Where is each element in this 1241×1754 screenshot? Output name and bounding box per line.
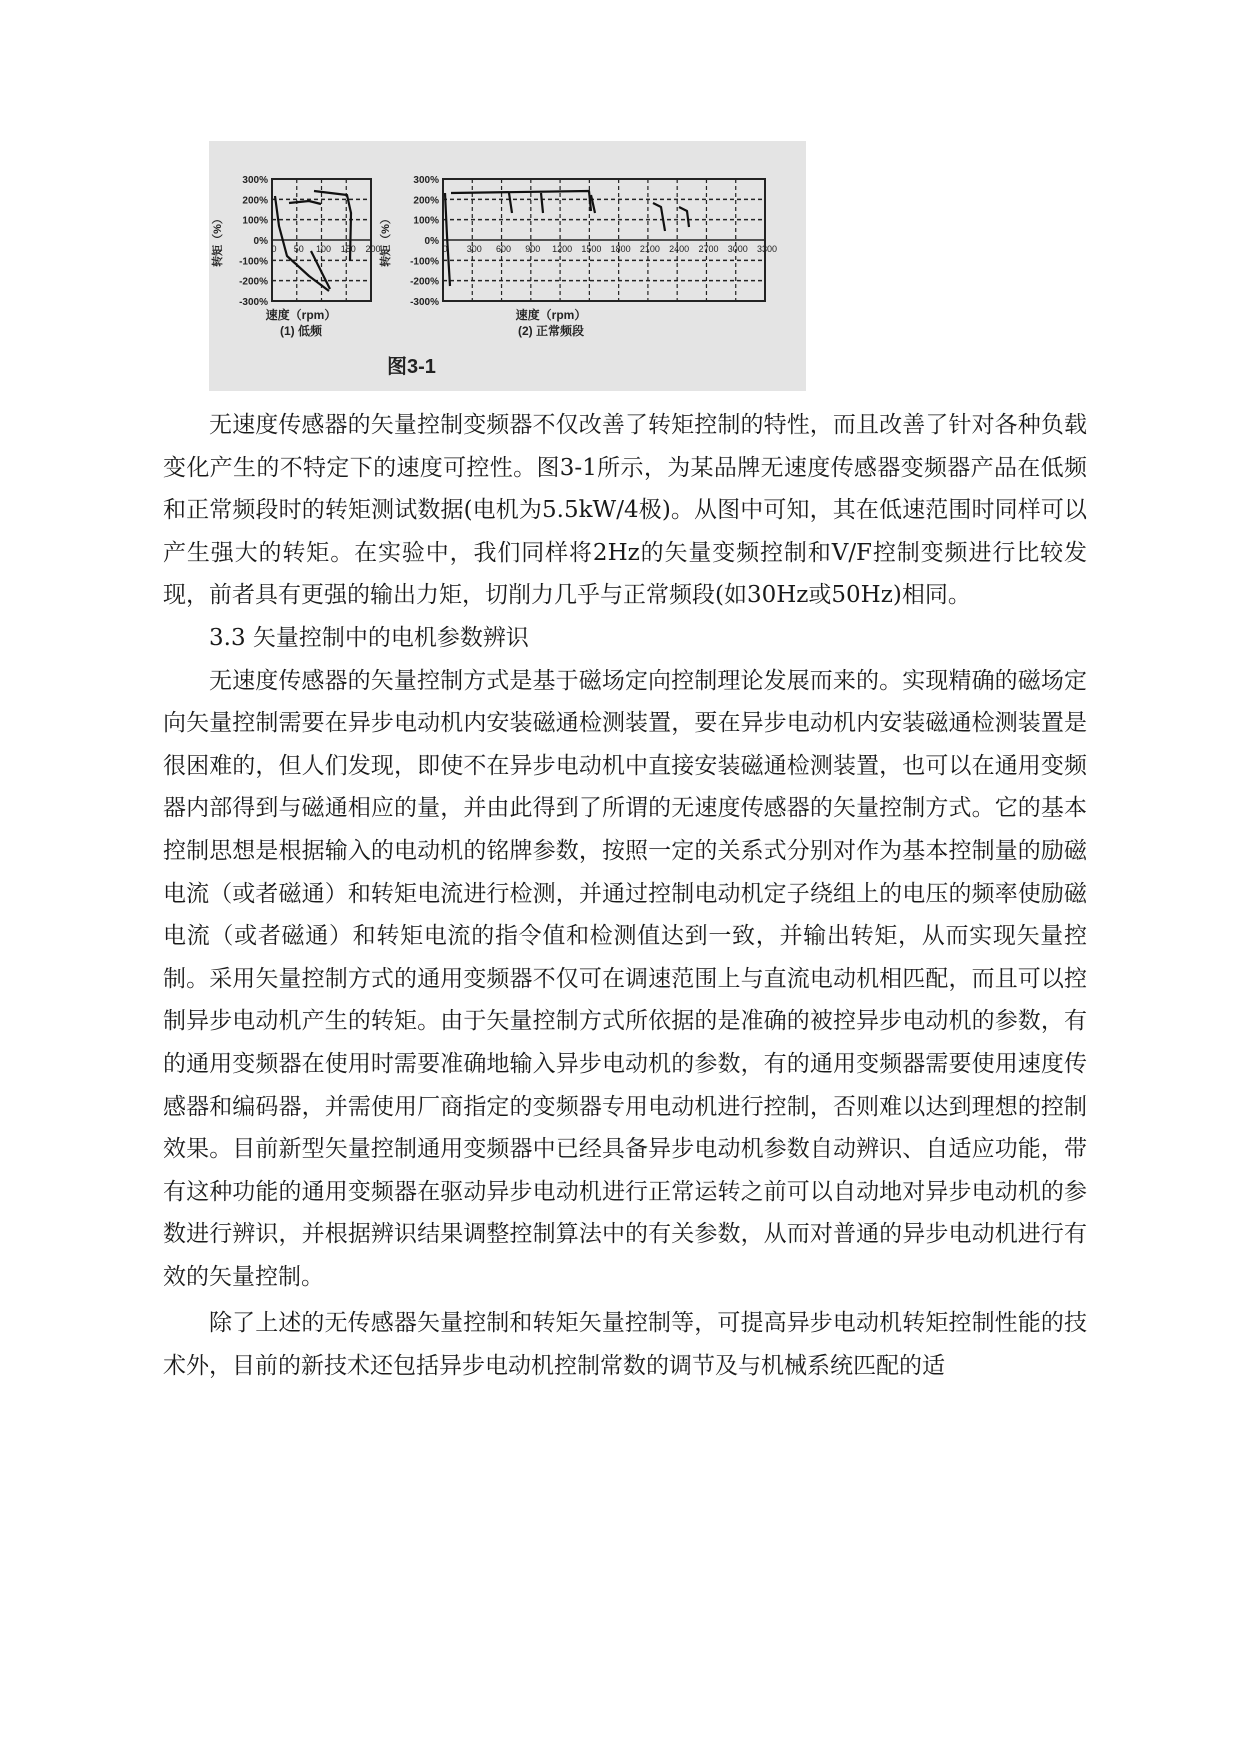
chart-caption: (1) 低频 xyxy=(279,324,323,338)
y-tick-label: 0% xyxy=(253,236,268,247)
left-chart xyxy=(210,175,381,338)
torque-trace-11 xyxy=(679,207,689,227)
body-text xyxy=(163,404,1087,1388)
x-axis-label: 速度（rpm） xyxy=(265,308,337,322)
x-tick-label: 150 xyxy=(340,244,356,254)
y-tick-label: -100% xyxy=(239,256,268,268)
y-tick-label: 100% xyxy=(413,215,439,227)
section-heading-3-3: 3.3 矢量控制中的电机参数辨识 xyxy=(209,624,529,651)
x-tick-label: 3000 xyxy=(727,244,748,254)
y-tick-label: -200% xyxy=(239,276,268,288)
paragraph-2: 无速度传感器的矢量控制方式是基于磁场定向控制理论发展而来的。实现精确的磁场定向矢量控制需要在异步电动机内安装磁通检测装置，要在异步电动机内安装磁通检测装置是很困难的，但人们发现，即使不在异步电动机中直接安装磁通检测装置，也可以在通用变频器内部得到与磁通相应的量，并由此得到了所谓的无速度传感器的矢量控制方式。它的基本控制思想是根据输入的电动机的铭牌参数，按照一定的关系式分别对作为基本控制量的励磁电流（或者磁通）和转矩电流进行检测，并通过控制电动机定子绕组上的电压的频率使励磁电流（或者磁通）和转矩电流的指令值和检测值达到一致，并输出转矩，从而实现矢量控制。采用矢量控制方式的通用变频器不仅可在调速范围上与直流电动机相匹配，而且可以控制异步电动机产生的转矩。由于矢量控制方式所依据的是准确的被控异步电动机的参数，有的通用变频器在使用时需要准确地输入异步电动机的参数，有的通用变频器需要使用速度传感器和编码器，并需使用厂商指定的变频器专用电动机进行控制，否则难以达到理想的控制效果。目前新型矢量控制通用变频器中已经具备异步电动机参数自动辨识、自适应功能，带有这种功能的通用变频器在驱动异步电动机进行正常运转之前可以自动地对异步电动机的参数进行辨识，并根据辨识结果调整控制算法中的有关参数，从而对普通的异步电动机进行有效的矢量控制。 xyxy=(163,667,1087,1290)
y-tick-label: -200% xyxy=(410,276,439,288)
y-tick-label: 300% xyxy=(242,175,268,186)
y-tick-label: -100% xyxy=(410,256,439,268)
y-tick-label: 200% xyxy=(242,195,268,207)
paragraph-3: 除了上述的无传感器矢量控制和转矩矢量控制等，可提高异步电动机转矩控制性能的技术外，目前的新技术还包括异步电动机控制常数的调节及与机械系统匹配的适 xyxy=(163,1310,1087,1380)
y-tick-label: 300% xyxy=(413,175,439,186)
x-tick-label: 2400 xyxy=(669,244,690,254)
torque-trace-7 xyxy=(509,193,512,213)
x-tick-label: 100 xyxy=(315,244,332,254)
paragraph-1: 无速度传感器的矢量控制变频器不仅改善了转矩控制的特性，而且改善了针对各种负载变化产生的不特定下的速度可控性。图3-1所示，为某品牌无速度传感器变频器产品在低频和正常频段时的转矩测试数据(电机为5.5kW/4极)。从图中可知，其在低速范围时同样可以产生强大的转矩。在实验中，我们同样将2Hz的矢量变频控制和V/F控制变频进行比较发现，前者具有更强的输出力矩，切削力几乎与正常频段(如30Hz或50Hz)相同。 xyxy=(163,412,1087,609)
torque-trace-2 xyxy=(289,201,321,204)
x-tick-label: 300 xyxy=(466,244,482,254)
x-tick-label: 0 xyxy=(271,244,277,254)
x-axis-label: 速度（rpm） xyxy=(515,308,587,322)
x-tick-label: 900 xyxy=(525,244,541,254)
y-tick-label: -300% xyxy=(239,297,268,308)
y-tick-label: -300% xyxy=(410,297,439,308)
x-tick-label: 0 xyxy=(442,244,448,254)
torque-speed-figure xyxy=(209,141,806,391)
x-tick-label: 50 xyxy=(293,244,304,254)
x-tick-label: 600 xyxy=(496,244,512,254)
right-chart xyxy=(378,175,777,338)
x-tick-label: 2100 xyxy=(639,244,660,254)
x-tick-label: 3300 xyxy=(756,244,778,254)
y-axis-label: 转矩（%） xyxy=(380,213,392,267)
torque-trace-10 xyxy=(653,203,665,231)
x-tick-label: 1500 xyxy=(581,244,602,254)
figure-3-1 xyxy=(209,141,806,391)
y-tick-label: 100% xyxy=(242,215,268,227)
x-tick-label: 200 xyxy=(365,244,381,254)
chart-caption: (2) 正常频段 xyxy=(517,324,585,338)
x-tick-label: 1200 xyxy=(552,244,573,254)
figure-label: 图3-1 xyxy=(387,356,436,378)
y-tick-label: 0% xyxy=(424,236,439,247)
x-tick-label: 1800 xyxy=(610,244,631,254)
torque-trace-8 xyxy=(541,193,543,213)
y-tick-label: 200% xyxy=(413,195,439,207)
y-axis-label: 转矩（%） xyxy=(212,213,224,267)
x-tick-label: 2700 xyxy=(698,244,719,254)
